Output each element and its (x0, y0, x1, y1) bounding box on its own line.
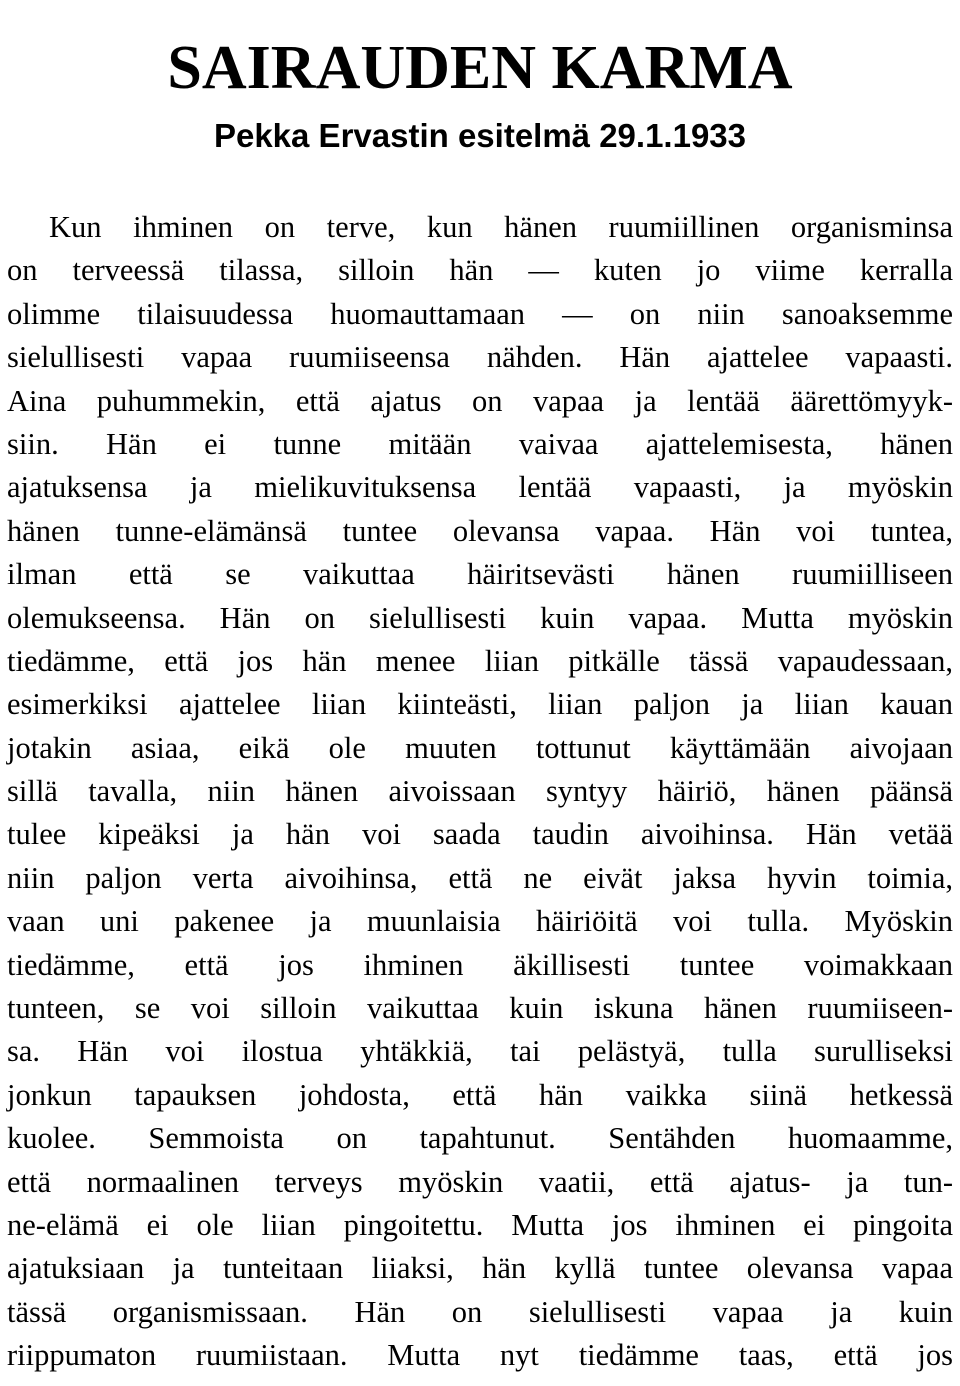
page-title: SAIRAUDEN KARMA (167, 33, 793, 102)
text-line: riippumaton ruumiistaan. Mutta nyt tiedämme taas, että jos (7, 1338, 953, 1373)
lecture-subtitle: Pekka Ervastin esitelmä 29.1.1933 (213, 117, 747, 154)
text-line: kuolee. Semmoista on tapahtunut. Sentähden huomaamme, (7, 1121, 953, 1156)
text-line: tässä organismissaan. Hän on sielullisesti vapaa ja kuin (7, 1294, 953, 1329)
text-line: tiedämme, että jos ihminen äkillisesti tuntee voimakkaan (7, 947, 953, 982)
text-line: on terveessä tilassa, silloin hän — kuten jo viime kerralla (7, 253, 953, 288)
text-line: ilman että se vaikuttaa häiritsevästi hänen ruumiilliseen (7, 557, 953, 592)
text-line: ajatuksensa ja mielikuvituksensa lentää vapaasti, ja myöskin (7, 470, 953, 505)
text-line: olimme tilaisuudessa huomauttamaan — on niin sanoaksemme (7, 296, 953, 331)
text-line: ne-elämä ei ole liian pingoitettu. Mutta jos ihminen ei pingoita (7, 1207, 953, 1242)
text-line: sillä tavalla, niin hänen aivoissaan syntyy häiriö, hänen päänsä (7, 774, 953, 809)
text-line: tiedämme, että jos hän menee liian pitkälle tässä vapaudessaan, (7, 643, 953, 678)
text-line: tulee kipeäksi ja hän voi saada taudin aivoihinsa. Hän vetää (7, 817, 953, 852)
text-line: Kun ihminen on terve, kun hänen ruumiillinen organisminsa (49, 210, 953, 244)
text-line: vaan uni pakenee ja muunlaisia häiriöitä voi tulla. Myöskin (7, 904, 953, 939)
text-line: siin. Hän ei tunne mitään vaivaa ajattelemisesta, hänen (7, 426, 953, 461)
text-line: että normaalinen terveys myöskin vaatii, että ajatus- ja tun- (7, 1164, 953, 1199)
body-paragraph (7, 206, 953, 1378)
text-line: sielullisesti vapaa ruumiiseensa nähden. Hän ajattelee vapaasti. (7, 340, 953, 375)
text-line: jonkun tapauksen johdosta, että hän vaikka siinä hetkessä (7, 1077, 953, 1112)
text-line: hänen tunne-elämänsä tuntee olevansa vapaa. Hän voi tuntea, (7, 513, 953, 548)
text-line: tunteen, se voi silloin vaikuttaa kuin iskuna hänen ruumiiseen- (7, 991, 953, 1026)
text-line: ajatuksiaan ja tunteitaan liiaksi, hän kyllä tuntee olevansa vapaa (7, 1251, 953, 1286)
text-line: sa. Hän voi ilostua yhtäkkiä, tai pelästyä, tulla surulliseksi (7, 1034, 953, 1069)
text-line: niin paljon verta aivoihinsa, että ne eivät jaksa hyvin toimia, (7, 860, 953, 895)
text-line: jotakin asiaa, eikä ole muuten tottunut käyttämään aivojaan (7, 730, 953, 765)
text-line: olemukseensa. Hän on sielullisesti kuin vapaa. Mutta myöskin (7, 600, 953, 635)
text-line: Aina puhummekin, että ajatus on vapaa ja lentää äärettömyyk- (7, 383, 953, 418)
text-line: esimerkiksi ajattelee liian kiinteästi, liian paljon ja liian kauan (7, 687, 953, 722)
